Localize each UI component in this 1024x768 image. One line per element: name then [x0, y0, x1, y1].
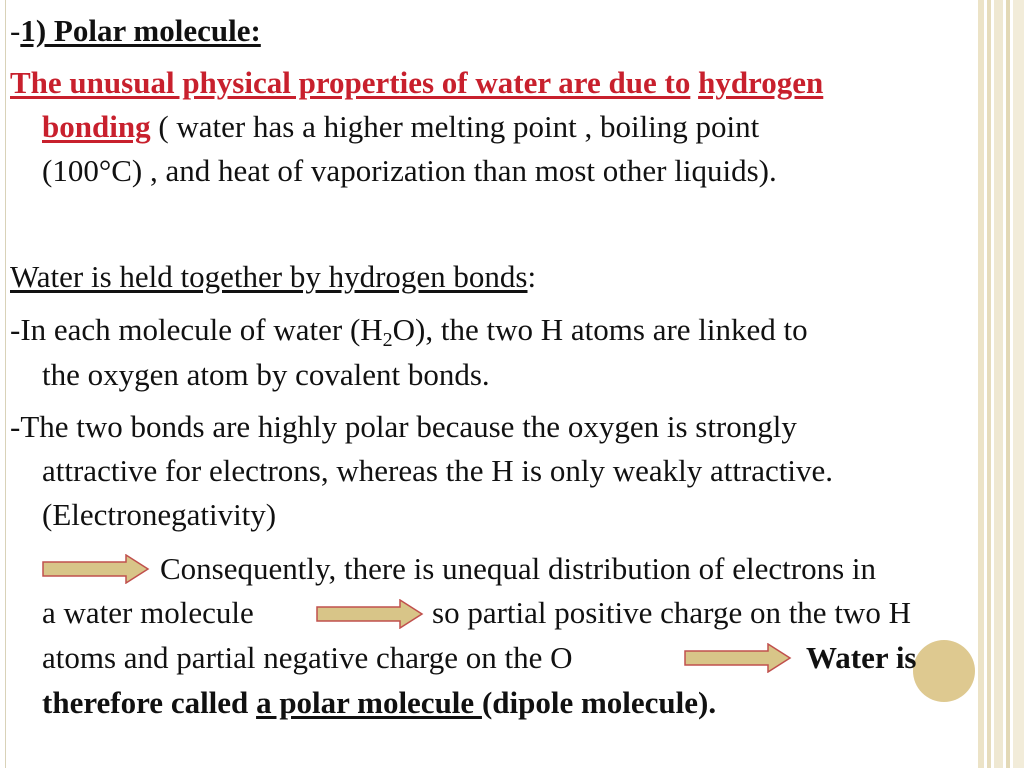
bullet-1-line-2: the oxygen atom by covalent bonds.	[42, 357, 490, 392]
consequence-line-4: therefore called a polar molecule (dipole molecule).	[42, 685, 717, 720]
right-border-stripe	[987, 0, 991, 768]
right-border-stripe	[978, 0, 984, 768]
consequence-line-3a: atoms and partial negative charge on the O	[42, 640, 573, 675]
right-border-stripe	[1006, 0, 1010, 768]
bullet-1-line-1: -In each molecule of water $(H_2O)$, the two H atoms are linked to	[10, 312, 808, 351]
intro-line-2: bonding ( water has a higher melting point , boiling point	[42, 109, 760, 144]
intro-line-1: The unusual physical properties of water are due to hydrogen	[10, 65, 824, 100]
polar-molecule-term: a polar molecule	[256, 685, 482, 720]
consequence-line-2b: so partial positive charge on the two H	[432, 595, 911, 630]
consequence-line-3b: Water is	[806, 640, 917, 675]
bullet-2-line-3: (Electronegativity)	[42, 497, 277, 532]
right-border-stripe	[994, 0, 1003, 768]
consequence-line-2a: a water molecule	[42, 595, 254, 630]
consequence-line-1: Consequently, there is unequal distribution of electrons in	[160, 551, 877, 586]
right-arrow-icon	[316, 599, 424, 629]
right-border-stripe	[1013, 0, 1024, 768]
bullet-2-line-1: -The two bonds are highly polar because the oxygen is strongly	[10, 409, 797, 444]
right-arrow-icon	[42, 554, 150, 584]
decorative-circle	[913, 640, 975, 702]
heading-text: 1) Polar molecule:	[20, 13, 261, 48]
intro-line-3: (100°C) , and heat of vaporization than most other liquids).	[42, 153, 777, 188]
slide-heading: -1) Polar molecule:	[10, 13, 261, 48]
left-rule	[5, 0, 6, 768]
hydrogen-bonds-heading: Water is held together by hydrogen bonds:	[10, 259, 537, 294]
bullet-2-line-2: attractive for electrons, whereas the H is only weakly attractive.	[42, 453, 834, 488]
right-arrow-icon	[684, 643, 792, 673]
